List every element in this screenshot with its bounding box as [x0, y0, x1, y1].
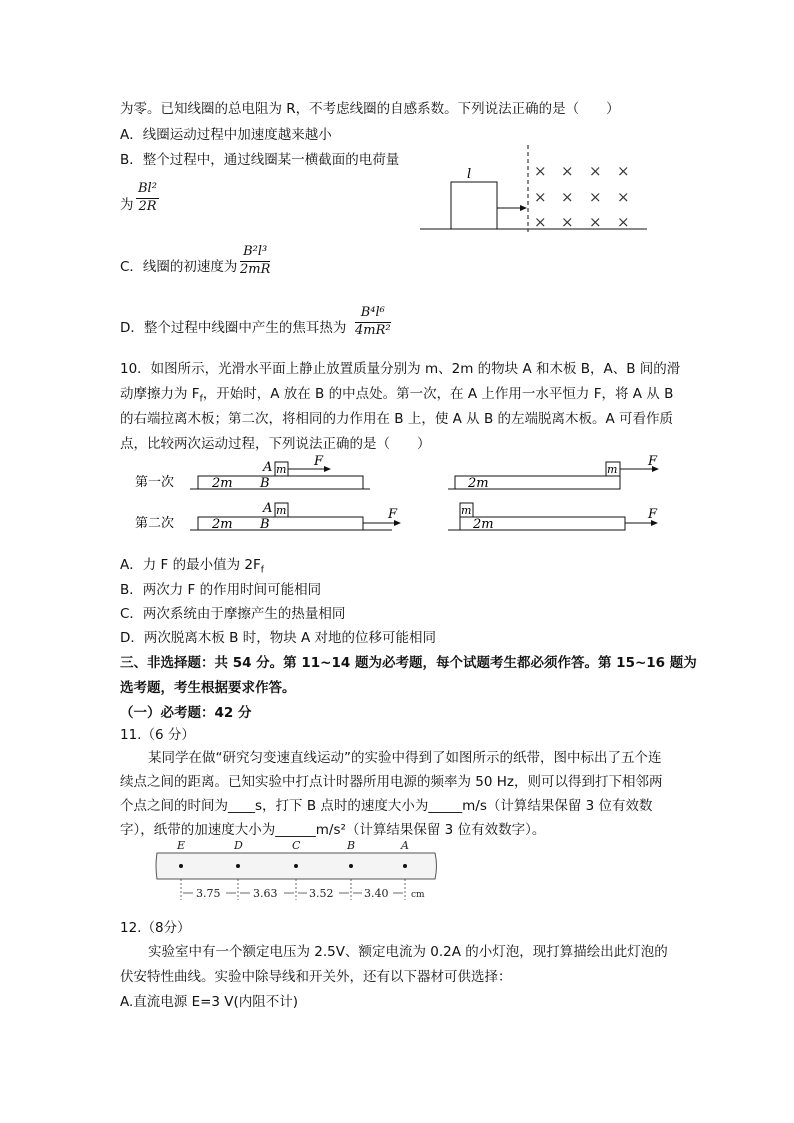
- q11-number: 11.（6 分）: [120, 727, 195, 743]
- section3-heading-line1: 三、非选择题：共 54 分。第 11~14 题为必考题，每个试题考生都必须作答。第 15~16 题为: [120, 655, 697, 671]
- q11-line3: 个点之间的时间为____s，打下 B 点时的速度大小为_____m/s（计算结果保留 3 位有效数: [120, 798, 653, 814]
- q12-line1: 实验室中有一个额定电压为 2.5V、额定电流为 0.2A 的小灯泡，现打算描绘出此灯泡的: [148, 944, 668, 960]
- svg-text:×: ×: [534, 188, 547, 206]
- q9-option-b-fraction: [136, 182, 159, 215]
- q9-option-b: B．整个过程中，通过线圈某一横截面的电荷量: [120, 152, 400, 168]
- q9-intro: 为零。已知线圈的总电阻为 R，不考虑线圈的自感系数。下列说法正确的是（ ）: [120, 101, 620, 117]
- q10-option-b: B．两次力 F 的作用时间可能相同: [120, 582, 322, 598]
- point-a-dot: [403, 864, 407, 868]
- q10-line1: 10．如图所示，光滑水平面上静止放置质量分别为 m、2m 的物块 A 和木板 B，A、B 间的滑: [120, 361, 681, 377]
- coil-square: [451, 182, 497, 229]
- svg-text:×: ×: [589, 162, 602, 180]
- q11-line2: 续点之间的距离。已知实验中打点计时器所用电源的频率为 50 Hz，则可以得到打下相邻两: [120, 774, 663, 790]
- svg-text:×: ×: [534, 213, 547, 231]
- q9-option-d-fraction: [355, 306, 391, 339]
- svg-text:×: ×: [617, 162, 630, 180]
- q9-option-c-prefix: C．线圈的初速度为: [120, 259, 238, 275]
- q10-figure: [130, 455, 675, 540]
- distance-ba: 3.40: [364, 887, 389, 900]
- q12-line2: 伏安特性曲线。实验中除导线和开关外，还有以下器材可供选择：: [120, 969, 512, 985]
- point-d-dot: [236, 864, 240, 868]
- q10-line4: 点，比较两次运动过程，下列说法正确的是（ ）: [120, 436, 431, 452]
- block-mass-label: m: [607, 463, 618, 476]
- distance-unit: cm: [411, 890, 425, 900]
- board-mass-label: 2m: [468, 476, 489, 491]
- q11-line1: 某同学在做“研究匀变速直线运动”的实验中得到了如图所示的纸带，图中标出了五个连: [148, 750, 662, 766]
- q10-option-a-text: A．力 F 的最小值为 2F: [120, 557, 261, 573]
- q10-line2-a: 动摩擦力为 F: [120, 386, 200, 402]
- board-mass-label: 2m: [473, 517, 494, 532]
- q10-line2-sub: f: [199, 394, 203, 405]
- svg-text:×: ×: [561, 162, 574, 180]
- distance-dc: 3.63: [253, 887, 278, 900]
- q9-option-c-fraction: [240, 245, 270, 278]
- second-attempt-label: 第二次: [135, 516, 175, 531]
- point-d-label: D: [234, 839, 243, 852]
- point-e-label: E: [177, 839, 186, 852]
- point-a-label: A: [401, 839, 409, 852]
- q12-number: 12.（8分）: [120, 920, 191, 936]
- q9-coil-figure: [415, 140, 660, 235]
- q10-line2-b: ，开始时，A 放在 B 的中点处。第一次，在 A 上作用一水平恒力 F，将 A 从 B: [202, 386, 674, 402]
- q9-option-b-prefix: 为: [120, 197, 134, 213]
- q10-option-d: D．两次脱离木板 B 时，物块 A 对地的位移可能相同: [120, 630, 437, 646]
- distance-cb: 3.52: [309, 887, 334, 900]
- q12-line3: A.直流电源 E=3 V(内阻不计): [120, 994, 299, 1010]
- force-label: F: [314, 455, 324, 469]
- block-a-label: A: [263, 501, 273, 516]
- board-mass-label: 2m: [212, 517, 233, 532]
- board-mass-label: 2m: [212, 476, 233, 491]
- board-b-label: B: [260, 517, 270, 532]
- point-b-dot: [349, 864, 353, 868]
- fraction-denominator: 2mR: [240, 261, 271, 277]
- q11-line4: 字），纸带的加速度大小为______m/s²（计算结果保留 3 位有效数字）。: [120, 822, 546, 838]
- distance-ed: 3.75: [196, 887, 221, 900]
- fraction-denominator: 4mR²: [355, 322, 391, 338]
- q10-line3: 的右端拉离木板；第二次，将相同的力作用在 B 上，使 A 从 B 的左端脱离木板。A 可看作质: [120, 411, 674, 427]
- block-mass-label: m: [461, 504, 472, 517]
- point-c-label: C: [292, 839, 301, 852]
- force-label: F: [648, 455, 658, 469]
- block-a-label: A: [263, 460, 273, 475]
- svg-text:×: ×: [617, 213, 630, 231]
- svg-text:×: ×: [589, 213, 602, 231]
- coil-side-label: l: [467, 167, 472, 182]
- svg-text:×: ×: [561, 213, 574, 231]
- q9-option-d-prefix: D．整个过程中线圈中产生的焦耳热为: [120, 320, 347, 336]
- svg-text:×: ×: [561, 188, 574, 206]
- force-arrowhead: [324, 466, 331, 472]
- q10-option-a-sub: f: [260, 565, 264, 576]
- point-b-label: B: [347, 839, 356, 852]
- section3-subheading: （一）必考题：42 分: [120, 705, 252, 721]
- force-label: F: [388, 507, 398, 522]
- section3-heading-line2: 选考题，考生根据要求作答。: [120, 680, 296, 696]
- q10-option-a: [120, 557, 264, 576]
- svg-text:×: ×: [617, 188, 630, 206]
- board-b-label: B: [260, 476, 270, 491]
- block-mass-label: m: [276, 504, 287, 517]
- velocity-arrowhead: [520, 205, 527, 211]
- q10-option-c: C．两次系统由于摩擦产生的热量相同: [120, 606, 346, 622]
- svg-text:×: ×: [534, 162, 547, 180]
- magnetic-field-crosses: [534, 162, 630, 231]
- fraction-numerator: B²l³: [240, 245, 270, 262]
- force-label: F: [648, 507, 658, 522]
- q9-option-a: A．线圈运动过程中加速度越来越小: [120, 127, 332, 143]
- fraction-denominator: 2R: [138, 198, 157, 214]
- q11-paper-tape-figure: [155, 838, 450, 906]
- block-mass-label: m: [276, 463, 287, 476]
- point-e-dot: [179, 864, 183, 868]
- first-attempt-label: 第一次: [135, 475, 175, 490]
- fraction-numerator: B⁴l⁶: [355, 306, 391, 323]
- fraction-numerator: Bl²: [136, 182, 159, 199]
- svg-text:×: ×: [589, 188, 602, 206]
- q10-line2: [120, 386, 673, 405]
- point-c-dot: [294, 864, 298, 868]
